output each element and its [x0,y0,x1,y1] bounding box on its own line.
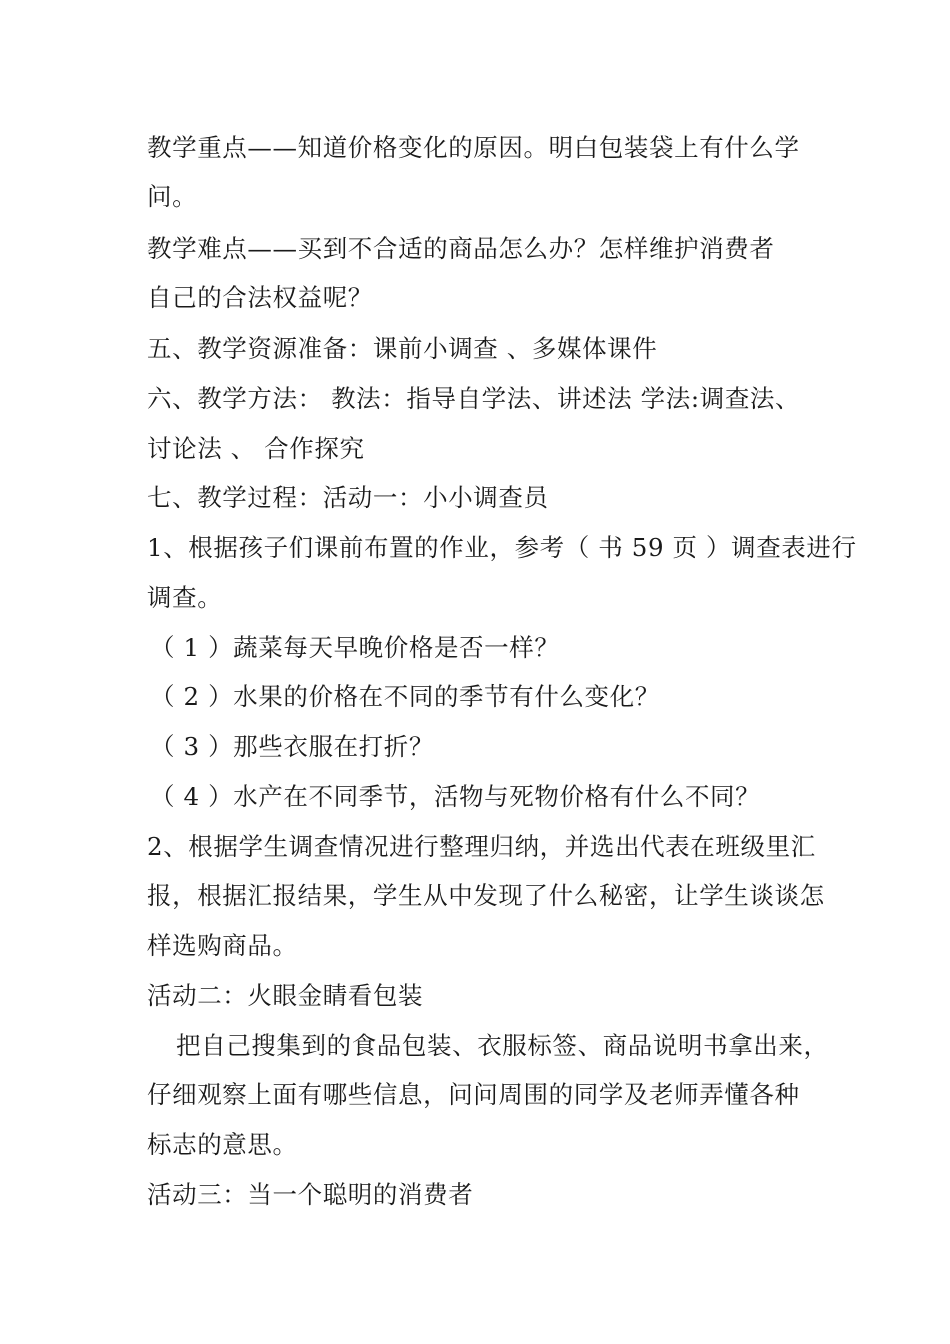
paragraph-line: 标志的意思。 [147,1130,298,1159]
paragraph-line: 教学难点——买到不合适的商品怎么办？怎样维护消费者 [147,234,775,263]
list-item: （ 2 ）水果的价格在不同的季节有什么变化？ [150,682,660,711]
paragraph-line: 问。 [147,182,198,211]
section-heading: 活动三：当一个聪明的消费者 [147,1180,474,1209]
paragraph-line: 讨论法 、 合作探究 [147,434,365,463]
list-item: （ 1 ）蔬菜每天早晚价格是否一样？ [150,633,560,662]
section-heading: 六、教学方法： 教法：指导自学法、讲述法 学法:调查法、 [147,384,801,413]
section-heading: 五、教学资源准备：课前小调查 、多媒体课件 [147,334,658,363]
section-heading: 活动二：火眼金睛看包装 [147,981,424,1010]
list-item: （ 3 ）那些衣服在打折？ [150,732,434,761]
paragraph-line: 报，根据汇报结果，学生从中发现了什么秘密，让学生谈谈怎 [147,881,825,910]
list-item: （ 4 ）水产在不同季节，活物与死物价格有什么不同？ [150,782,761,811]
paragraph-line: 调查。 [147,583,223,612]
paragraph-line: 2、根据学生调查情况进行整理归纳，并选出代表在班级里汇 [147,832,816,861]
paragraph-line: 样选购商品。 [147,931,298,960]
paragraph-line: 把自己搜集到的食品包装、衣服标签、商品说明书拿出来， [176,1031,829,1060]
paragraph-line: 自己的合法权益呢？ [147,283,373,312]
paragraph-line: 教学重点——知道价格变化的原因。明白包装袋上有什么学 [147,133,800,162]
section-heading: 七、教学过程：活动一：小小调查员 [147,483,549,512]
paragraph-line: 1、根据孩子们课前布置的作业，参考（ 书 59 页 ）调查表进行 [147,533,857,562]
paragraph-line: 仔细观察上面有哪些信息，问问周围的同学及老师弄懂各种 [147,1080,800,1109]
